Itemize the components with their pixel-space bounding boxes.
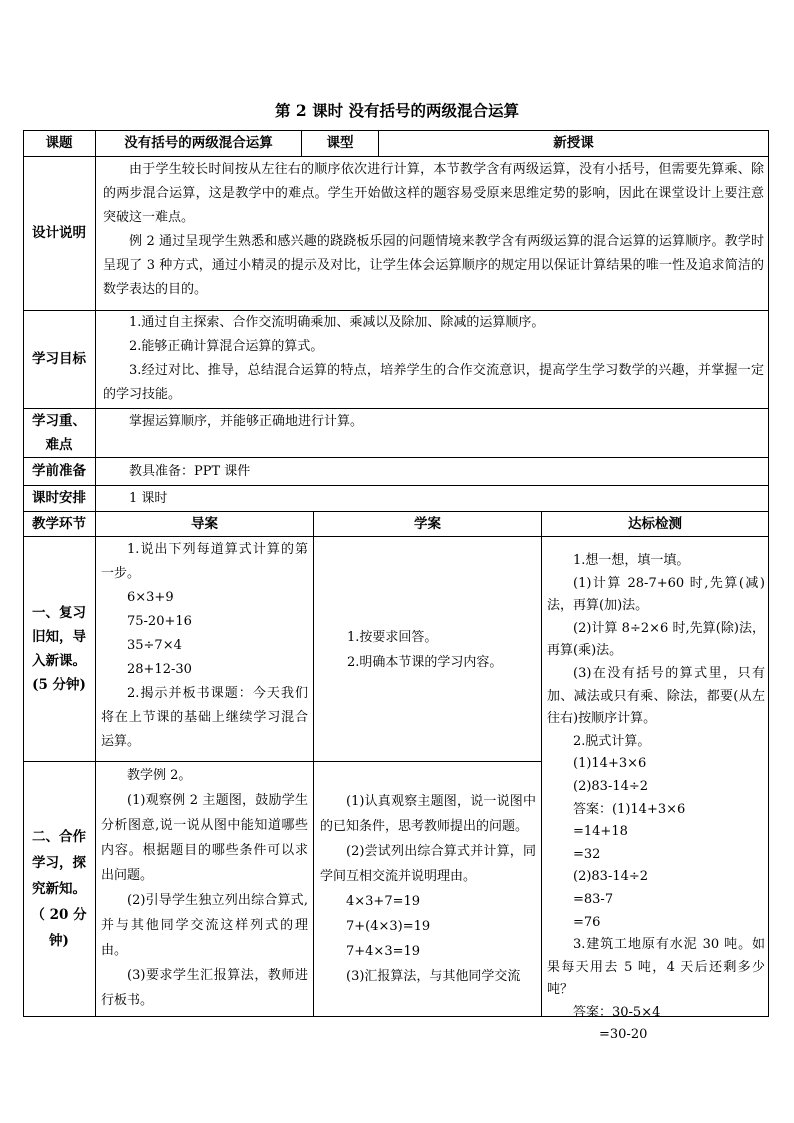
expr-line: 75-20+16 — [127, 614, 192, 629]
column-header-check: 达标检测 — [628, 516, 682, 532]
prep-label: 学前准备 — [32, 463, 86, 479]
type-label: 课型 — [326, 135, 354, 151]
expr-line: 7+(4×3)=19 — [346, 919, 431, 934]
key-points-label: 学习重、 难点 — [32, 413, 86, 453]
design-paragraph-1: 由于学生较长时间按从左往右的顺序依次进行计算，本节教学含有两级运算，没有小括号，但需要先算乘、除的两步混合运算，这是教学中的难点。学生开始做这样的题容易受原来思维定势的影响，因此在课堂设计上要注意突破这一难点。 — [103, 162, 764, 225]
section2-label: 二、合作 学习，探 究新知。 （ 20 分 钟) — [31, 829, 87, 949]
design-paragraph-2: 例 2 通过呈现学生熟悉和感兴趣的跷跷板乐园的问题情境来教学含有两级运算的混合运算的运算顺序。教学时呈现了 3 种方式，通过小精灵的提示及对比，让学生体会运算顺序的规定用以保证计算结果的唯一性及追求简洁的数学表达的目的。 — [103, 234, 764, 297]
page-title: 第 2 课时 没有括号的两级混合运算 — [275, 101, 519, 120]
section1-label: 一、复习 旧知，导 入新课。 (5 分钟) — [32, 605, 86, 693]
section2-guide: 教学例 2。 (1)观察例 2 主题图，鼓励学生分析图意,说一说从图中能知道哪些内容。根据题目的哪些条件可以求出问题。 (2)引导学生独立列出综合算式,并与其他同学交流这样列式的理由。 (3)要求学生汇报算法，教师进行板书。 — [101, 768, 308, 1008]
goals-content — [103, 311, 764, 408]
column-header-study: 学案 — [414, 516, 441, 532]
section2-study: (1)认真观察主题图，说一说图中的已知条件，思考教师提出的问题。 (2)尝试列出综合算式并计算，同学间互相交流并说明理由。 4×3+7=19 7+(4×3)=19 7+4×3=19 (3)汇报算法，与其他同学交流 — [320, 794, 536, 984]
section1-study: 1.按要求回答。 2.明确本节课的学习内容。 — [347, 630, 503, 670]
type-value: 新授课 — [553, 135, 594, 151]
goals-label: 学习目标 — [32, 351, 86, 367]
prep-value: 教具准备：PPT 课件 — [129, 464, 251, 479]
schedule-value: 1 课时 — [129, 491, 168, 506]
key-points-value: 掌握运算顺序，并能够正确地进行计算。 — [129, 414, 364, 429]
expr-line: 35÷7×4 — [127, 638, 182, 653]
schedule-label: 课时安排 — [32, 490, 86, 506]
design-label: 设计说明 — [32, 225, 86, 241]
expr-line: 7+4×3=19 — [346, 944, 421, 959]
lesson-plan-table — [23, 130, 769, 1043]
expr-line: 6×3+9 — [127, 590, 174, 605]
expr-line: 28+12-30 — [127, 662, 192, 677]
section1-guide: 1.说出下列每道算式计算的第一步。 6×3+9 75-20+16 35÷7×4 28+12-30 2.揭示并板书课题：今天我们将在上节课的基础上继续学习混合运算。 — [101, 542, 308, 749]
topic-label: 课题 — [45, 135, 73, 151]
goal-item-2: 2.能够正确计算混合运算的算式。 — [129, 339, 324, 354]
goal-item-3: 3.经过对比、推导，总结混合运算的特点，培养学生的合作交流意识，提高学生学习数学的兴趣，并掌握一定的学习技能。 — [103, 363, 764, 402]
check-content: 1.想一想，填一填。 (1)计算 28-7+60 时,先算(减)法，再算(加)法。 (2)计算 8÷2×6 时,先算(除)法，再算(乘)法。 (3)在没有括号的算式里，只有加、减法或只有乘、除法，都要(从左往右)按顺序计算。 2.脱式计算。 (1)14+3×6 (2)83-14÷2 答案：(1)14+3×6 =14+18 =32 (2)83-14÷2 =83-7 =76 3.建筑工地原有水泥 30 吨。如果每天用去 5 吨，4 天后还剩多少吨？ 答案：30-5×4 =30-20 — [547, 553, 765, 1043]
goal-item-1: 1.通过自主探索、合作交流明确乘加、乘减以及除加、除减的运算顺序。 — [129, 315, 545, 330]
design-content — [103, 158, 764, 310]
topic-value: 没有括号的两级混合运算 — [124, 135, 273, 151]
column-header-guide: 导案 — [191, 516, 218, 532]
expr-line: 4×3+7=19 — [346, 894, 421, 909]
column-header-stage: 教学环节 — [32, 516, 86, 532]
